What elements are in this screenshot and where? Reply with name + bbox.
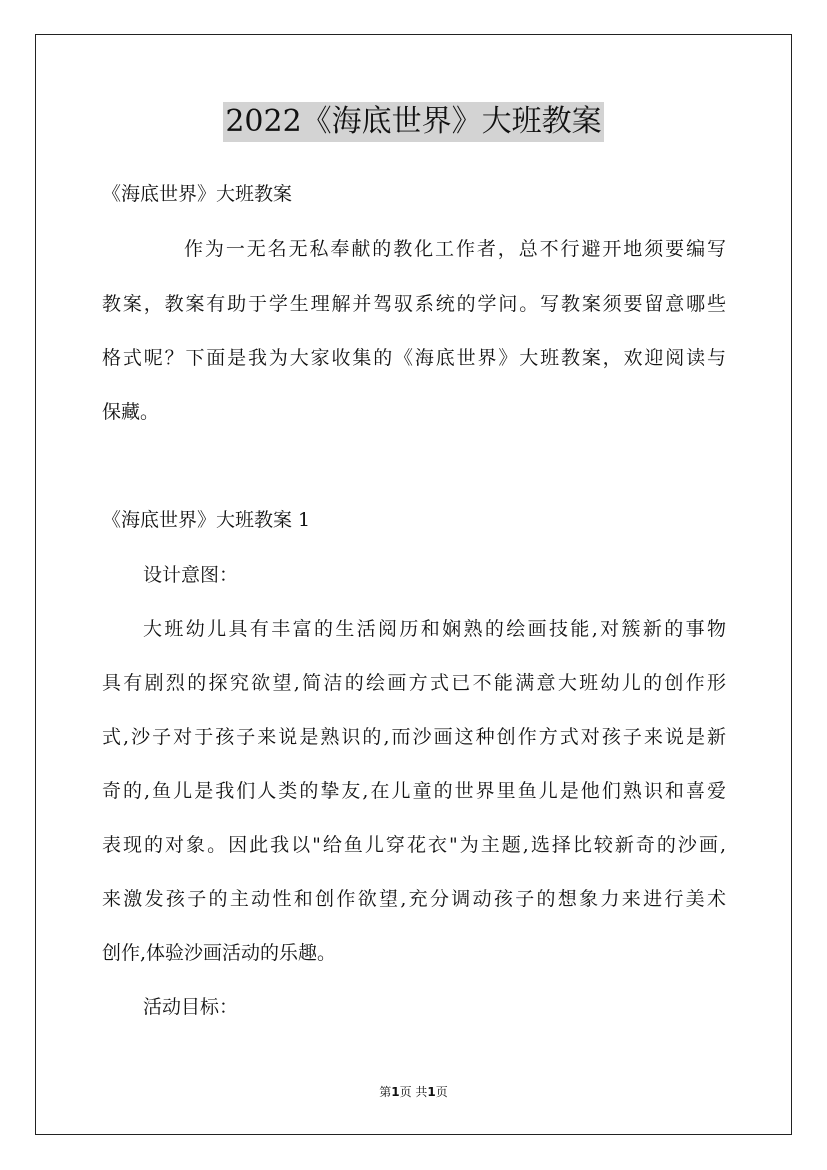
footer-page-suffix: 页: [435, 1085, 448, 1099]
footer-page-prefix: 第: [379, 1085, 392, 1099]
design-line-2: 具有剧烈的探究欲望,简洁的绘画方式已不能满意大班幼儿的创作形: [102, 672, 726, 694]
page-footer: [0, 1084, 827, 1100]
intro-line-4: 保藏。: [102, 401, 160, 423]
design-line-6: 来激发孩子的主动性和创作欲望,充分调动孩子的想象力来进行美术: [102, 888, 726, 910]
footer-page-mid: 页 共: [399, 1085, 428, 1099]
design-line-4: 奇的,鱼儿是我们人类的挚友,在儿童的世界里鱼儿是他们熟识和喜爱: [102, 780, 726, 802]
activity-goal-label: 活动目标：: [143, 996, 239, 1018]
intro-line-3: 格式呢？下面是我为大家收集的《海底世界》大班教案，欢迎阅读与: [102, 347, 726, 369]
intro-line-1: 作为一无名无私奉献的教化工作者，总不行避开地须要编写: [184, 238, 726, 260]
design-line-7: 创作,体验沙画活动的乐趣。: [102, 942, 337, 964]
design-intent-label: 设计意图：: [143, 564, 239, 586]
document-subtitle: 《海底世界》大班教案: [102, 183, 293, 205]
footer-page-total: 1: [427, 1085, 436, 1099]
design-line-1: 大班幼儿具有丰富的生活阅历和娴熟的绘画技能,对簇新的事物: [143, 618, 726, 640]
section-heading: 《海底世界》大班教案 1: [102, 509, 311, 531]
design-line-3: 式,沙子对于孩子来说是熟识的,而沙画这种创作方式对孩子来说是新: [102, 726, 726, 748]
footer-page-current: 1: [391, 1085, 400, 1099]
design-line-5: 表现的对象。因此我以"给鱼儿穿花衣"为主题,选择比较新奇的沙画,: [102, 834, 726, 856]
intro-line-2: 教案，教案有助于学生理解并驾驭系统的学问。写教案须要留意哪些: [102, 293, 726, 315]
document-title-text: 2022《海底世界》大班教案: [223, 102, 603, 142]
document-title: [0, 101, 827, 142]
